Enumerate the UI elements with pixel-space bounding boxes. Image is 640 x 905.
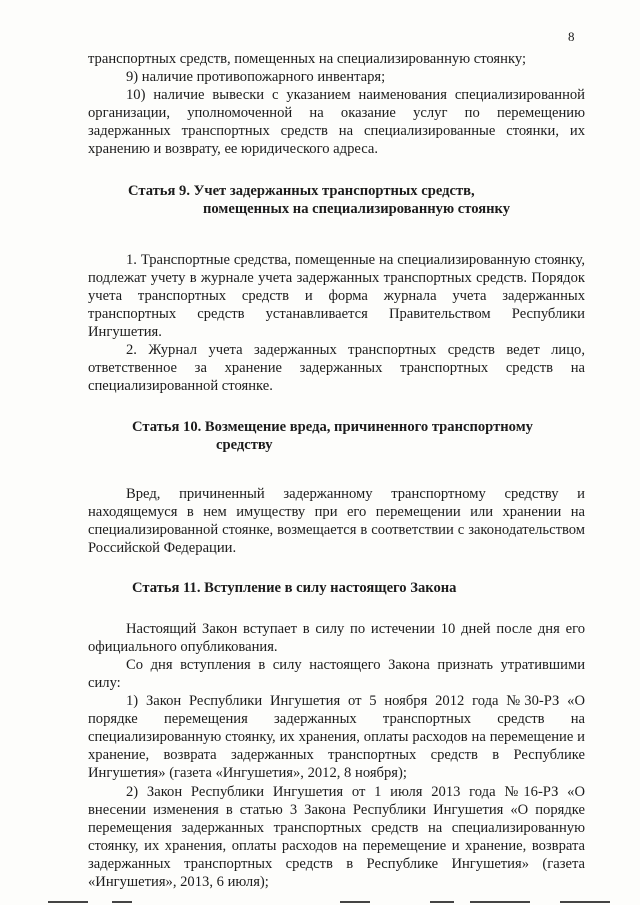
- scan-edge-artifact: [0, 896, 640, 905]
- paragraph: 1) Закон Республики Ингушетия от 5 ноября 2012 года №30-РЗ «О порядке перемещения задержанных транспортных средств на специализированную стоянку, их хранения, оплаты расходов на перемещение и хранение, возврата задержанных транспортных средств в Республике Ингушетия» (газета «Ингушетия», 2012, 8 ноября);: [88, 693, 585, 782]
- article-heading-line: средству: [216, 437, 273, 454]
- article-heading-line: Статья 10. Возмещение вреда, причиненного транспортному: [132, 418, 533, 435]
- article-heading: [88, 579, 585, 598]
- document-body: [88, 50, 585, 891]
- paragraph: 2. Журнал учета задержанных транспортных средств ведет лицо, ответственное за хранение задержанных транспортных средств на специализированной стоянке.: [88, 342, 585, 395]
- paragraph: Настоящий Закон вступает в силу по истечении 10 дней после дня его официального опубликования.: [88, 620, 585, 655]
- paragraph: 10) наличие вывески с указанием наименования специализированной организации, уполномоченной на оказание услуг по перемещению задержанных транспортных средств на специализированные стоянки, их хранению и возврату, ее юридического адреса.: [88, 87, 585, 158]
- paragraph: транспортных средств, помещенных на специализированную стоянку;: [88, 51, 526, 67]
- article-heading-line: Статья 11. Вступление в силу настоящего Закона: [132, 580, 457, 597]
- article-heading-line: помещенных на специализированную стоянку: [203, 201, 511, 218]
- article-heading: [88, 418, 585, 455]
- paragraph: 2) Закон Республики Ингушетия от 1 июля 2013 года №16-РЗ «О внесении изменения в статью 3 Закона Республики Ингушетия «О порядке перемещения задержанных транспортных средств на специализированную стоянку, их хранения, оплаты расходов на перемещение и хранение, возврата задержанных транспортных средств в Республике Ингушетия» (газета «Ингушетия», 2013, 6 июля);: [88, 783, 585, 890]
- paragraph: 1. Транспортные средства, помещенные на специализированную стоянку, подлежат учету в журнале учета задержанных транспортных средств. Порядок учета транспортных средств и форма журнала учета задержанных транспортных средств устанавливается Правительством Республики Ингушетия.: [88, 251, 585, 341]
- paragraph: Вред, причиненный задержанному транспортному средству и находящемуся в нем имуществу при его перемещении или хранении на специализированной стоянке, возмещается в соответствии с законодательством Российской Федерации.: [88, 485, 585, 556]
- paragraph: Со дня вступления в силу настоящего Закона признать утратившими силу:: [88, 656, 585, 691]
- page-number: 8: [568, 29, 575, 44]
- article-heading-line: Статья 9. Учет задержанных транспортных средств,: [128, 182, 475, 199]
- article-heading: [88, 182, 585, 219]
- paragraph: 9) наличие противопожарного инвентаря;: [126, 69, 386, 86]
